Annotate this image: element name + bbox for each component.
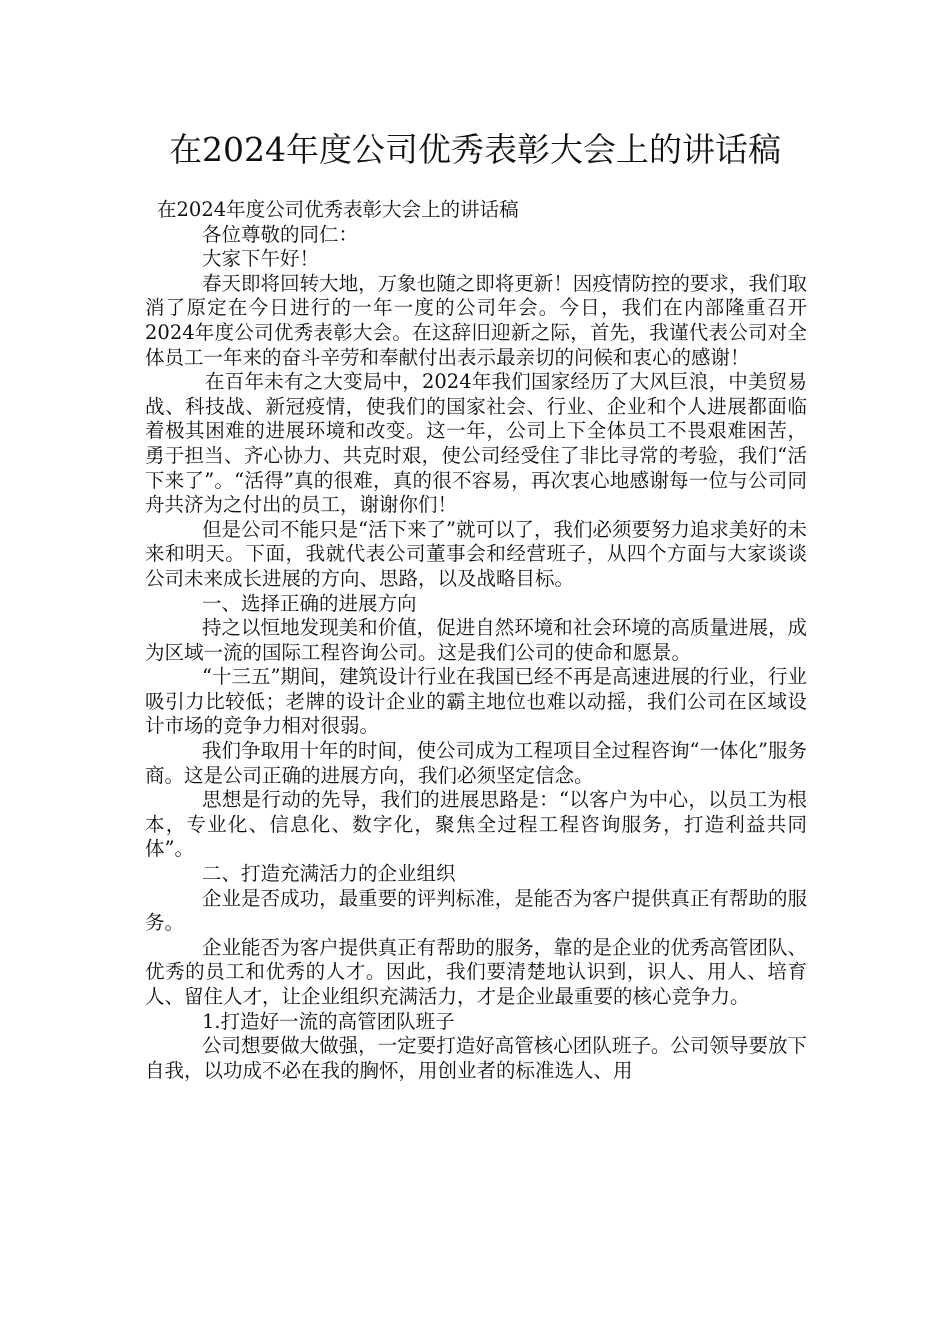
paragraph-future: 但是公司不能只是“活下来了”就可以了，我们必须要努力追求美好的未来和明天。下面，我就代表公司董事会和经营班子，从四个方面与大家谈谈公司未来成长进展的方向、思路，以及战略目标。: [145, 517, 807, 590]
paragraph-goal: 我们争取用十年的时间，使公司成为工程项目全过程咨询“一体化”服务商。这是公司正确的进展方向，我们必须坚定信念。: [145, 739, 807, 787]
paragraph-opening: 春天即将回转大地，万象也随之即将更新！因疫情防控的要求，我们取消了原定在今日进行的一年一度的公司年会。今日，我们在内部隆重召开2024年度公司优秀表彰大会。在这辞旧迎新之际，首先，我谨代表公司对全体员工一年来的奋斗辛劳和奉献付出表示最亲切的问候和衷心的感谢！: [145, 271, 807, 369]
paragraph-challenges: 在百年未有之大变局中，2024年我们国家经历了大风巨浪，中美贸易战、科技战、新冠疫情，使我们的国家社会、行业、企业和个人进展都面临着极其困难的进展环境和改变。这一年，公司上下全体员工不畏艰难困苦，勇于担当、齐心协力、共克时艰，使公司经受住了非比寻常的考验，我们“活下来了”。“活得”真的很难，真的很不容易，再次衷心地感谢每一位与公司同舟共济为之付出的员工，谢谢你们！: [145, 370, 807, 517]
section-heading-2: 二、打造充满活力的企业组织: [202, 862, 456, 886]
paragraph-talent: 企业能否为客户提供真正有帮助的服务，靠的是企业的优秀高管团队、优秀的员工和优秀的人才。因此，我们要清楚地认识到，识人、用人、培育人、留住人才，让企业组织充满活力，才是企业最重要的核心竞争力。: [145, 935, 807, 1008]
paragraph-success: 企业是否成功，最重要的评判标准，是能否为客户提供真正有帮助的服务。: [145, 886, 807, 935]
salute: 大家下午好！: [202, 247, 320, 271]
document-subtitle: 在2024年度公司优秀表彰大会上的讲话稿: [157, 198, 519, 221]
section-heading-1: 一、选择正确的进展方向: [202, 591, 417, 615]
paragraph-industry: “十三五”期间，建筑设计行业在我国已经不再是高速进展的行业，行业吸引力比较低；老牌的设计企业的霸主地位也难以动摇，我们公司在区域设计市场的竞争力相对很弱。: [145, 665, 807, 738]
paragraph-leadership: 公司想要做大做强，一定要打造好高管核心团队班子。公司领导要放下自我，以功成不必在我的胸怀，用创业者的标准选人、用: [145, 1034, 807, 1082]
document-body: [145, 198, 807, 1083]
greeting: 各位尊敬的同仁：: [202, 222, 359, 246]
paragraph-mission: 持之以恒地发现美和价值，促进自然环境和社会环境的高质量进展，成为区域一流的国际工程咨询公司。这是我们公司的使命和愿景。: [145, 616, 807, 664]
subsection-heading-1: 1.打造好一流的高管团队班子: [202, 1009, 455, 1033]
paragraph-strategy: 思想是行动的先导，我们的进展思路是：“以客户为中心，以员工为根本，专业化、信息化、数字化，聚焦全过程工程咨询服务，打造利益共同体”。: [145, 788, 807, 861]
page-title: 在2024年度公司优秀表彰大会上的讲话稿: [169, 130, 781, 169]
